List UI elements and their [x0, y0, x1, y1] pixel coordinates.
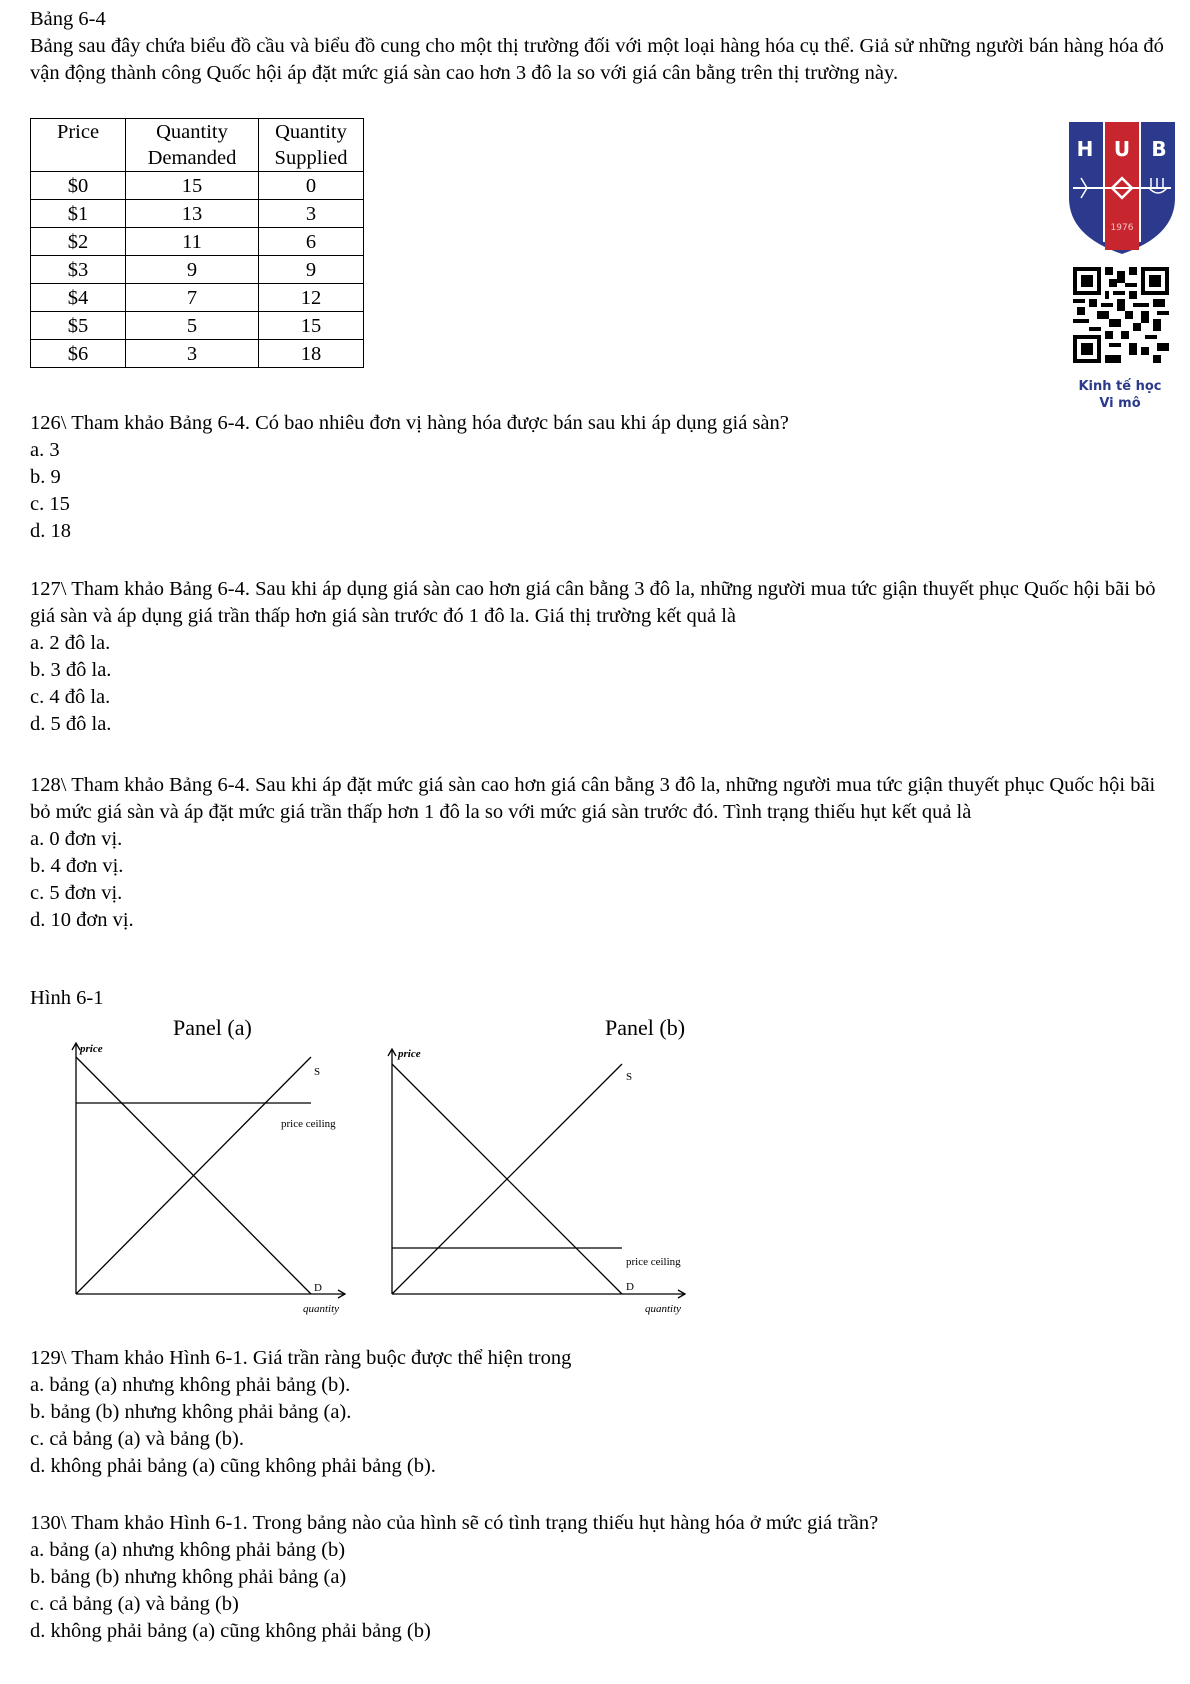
cell-qd: 11: [126, 228, 259, 256]
cell-qs: 15: [259, 312, 364, 340]
question-text: 129\ Tham khảo Hình 6-1. Giá trần ràng buộc được thể hiện trong: [30, 1347, 572, 1369]
option-a: a. bảng (a) nhưng không phải bảng (b): [30, 1539, 346, 1561]
cell-qs: 9: [259, 256, 364, 284]
cell-qd: 13: [126, 200, 259, 228]
panel-b-supply-label: S: [626, 1071, 633, 1083]
svg-text:B: B: [1151, 137, 1167, 161]
cell-qd: 3: [126, 340, 259, 368]
svg-text:U: U: [1113, 137, 1131, 161]
option-b: b. bảng (b) nhưng không phải bảng (a): [30, 1566, 347, 1588]
option-d: d. 18: [30, 520, 71, 542]
cell-qs: 12: [259, 284, 364, 312]
cell-price: $5: [31, 312, 126, 340]
svg-text:H: H: [1076, 137, 1094, 161]
panel-a-graph: [72, 1043, 345, 1298]
option-d: d. không phải bảng (a) cũng không phải bảng (b).: [30, 1455, 436, 1477]
option-c: c. 15: [30, 493, 70, 515]
intro-paragraph: Bảng sau đây chứa biểu đồ cầu và biểu đồ cung cho một thị trường đối với một loại hàng hóa cụ thể. Giả sử những người bán hàng hóa đó vận động thành công Quốc hội áp đặt mức giá sàn cao hơn 3 đô la so với giá cân bằng trên thị trường này.: [30, 35, 1164, 84]
cell-qs: 6: [259, 228, 364, 256]
question-129: [30, 1345, 1030, 1480]
cell-price: $1: [31, 200, 126, 228]
panel-a-label: Panel (a): [173, 1015, 252, 1040]
question-130: [30, 1510, 1130, 1645]
header-qd-line1: Quantity: [156, 121, 228, 143]
panel-b-ceiling-label: price ceiling: [626, 1256, 681, 1268]
svg-text:1976: 1976: [1110, 223, 1134, 233]
panel-b-price-label: price: [398, 1048, 421, 1060]
header-qs-line2: Supplied: [274, 147, 348, 169]
panel-a-supply-label: S: [314, 1066, 321, 1078]
option-c: c. cả bảng (a) và bảng (b): [30, 1593, 239, 1615]
option-b: b. 9: [30, 466, 61, 488]
header-qs-line1: Quantity: [275, 121, 347, 143]
question-text: 128\ Tham khảo Bảng 6-4. Sau khi áp đặt mức giá sàn cao hơn giá cân bằng 3 đô la, những người mua tức giận thuyết phục Quốc hội bãi bỏ mức giá sàn và áp đặt mức giá trần thấp hơn 1 đô la so với mức giá sàn trước đó. Tình trạng thiếu hụt kết quả là: [30, 774, 1156, 823]
option-a: a. 2 đô la.: [30, 632, 111, 654]
option-c: c. 4 đô la.: [30, 686, 111, 708]
option-d: d. không phải bảng (a) cũng không phải bảng (b): [30, 1620, 431, 1642]
option-c: c. 5 đơn vị.: [30, 882, 123, 904]
option-a: a. 0 đơn vị.: [30, 828, 123, 850]
header-price-label: Price: [56, 121, 100, 143]
cell-qd: 15: [126, 172, 259, 200]
panel-a-quantity-label: quantity: [303, 1303, 340, 1315]
cell-price: $3: [31, 256, 126, 284]
option-c: c. cả bảng (a) và bảng (b).: [30, 1428, 244, 1450]
cell-qs: 18: [259, 340, 364, 368]
cell-price: $4: [31, 284, 126, 312]
cell-qd: 5: [126, 312, 259, 340]
header-qd-line2: Demanded: [147, 147, 237, 169]
cell-qs: 3: [259, 200, 364, 228]
option-b: b. 4 đơn vị.: [30, 855, 124, 877]
option-b: b. bảng (b) nhưng không phải bảng (a).: [30, 1401, 352, 1423]
panel-b-quantity-label: quantity: [645, 1303, 682, 1315]
option-b: b. 3 đô la.: [30, 659, 112, 681]
cell-price: $2: [31, 228, 126, 256]
option-d: d. 5 đô la.: [30, 713, 112, 735]
cell-price: $0: [31, 172, 126, 200]
figure-title: Hình 6-1: [30, 987, 104, 1009]
panel-a-demand-label: D: [314, 1282, 322, 1294]
panel-a-ceiling-label: price ceiling: [281, 1118, 336, 1130]
caption-line1: Kinh tế học: [1078, 379, 1162, 394]
panel-b-label: Panel (b): [605, 1015, 686, 1040]
panel-a-price-label: price: [80, 1043, 103, 1055]
caption-line2: Vi mô: [1099, 396, 1141, 411]
cell-qd: 7: [126, 284, 259, 312]
panel-b-demand-label: D: [626, 1281, 634, 1293]
option-a: a. 3: [30, 439, 60, 461]
question-text: 127\ Tham khảo Bảng 6-4. Sau khi áp dụng giá sàn cao hơn giá cân bằng 3 đô la, những người mua tức giận thuyết phục Quốc hội bãi bỏ giá sàn và áp dụng giá trần thấp hơn giá sàn trước đó 1 đô la. Giá thị trường kết quả là: [30, 578, 1156, 627]
table-title: Bảng 6-4: [30, 8, 106, 30]
cell-qd: 9: [126, 256, 259, 284]
option-d: d. 10 đơn vị.: [30, 909, 134, 931]
option-a: a. bảng (a) nhưng không phải bảng (b).: [30, 1374, 351, 1396]
question-text: 126\ Tham khảo Bảng 6-4. Có bao nhiêu đơn vị hàng hóa được bán sau khi áp dụng giá sàn?: [30, 412, 789, 434]
cell-price: $6: [31, 340, 126, 368]
cell-qs: 0: [259, 172, 364, 200]
question-text: 130\ Tham khảo Hình 6-1. Trong bảng nào của hình sẽ có tình trạng thiếu hụt hàng hóa ở mức giá trần?: [30, 1512, 879, 1534]
